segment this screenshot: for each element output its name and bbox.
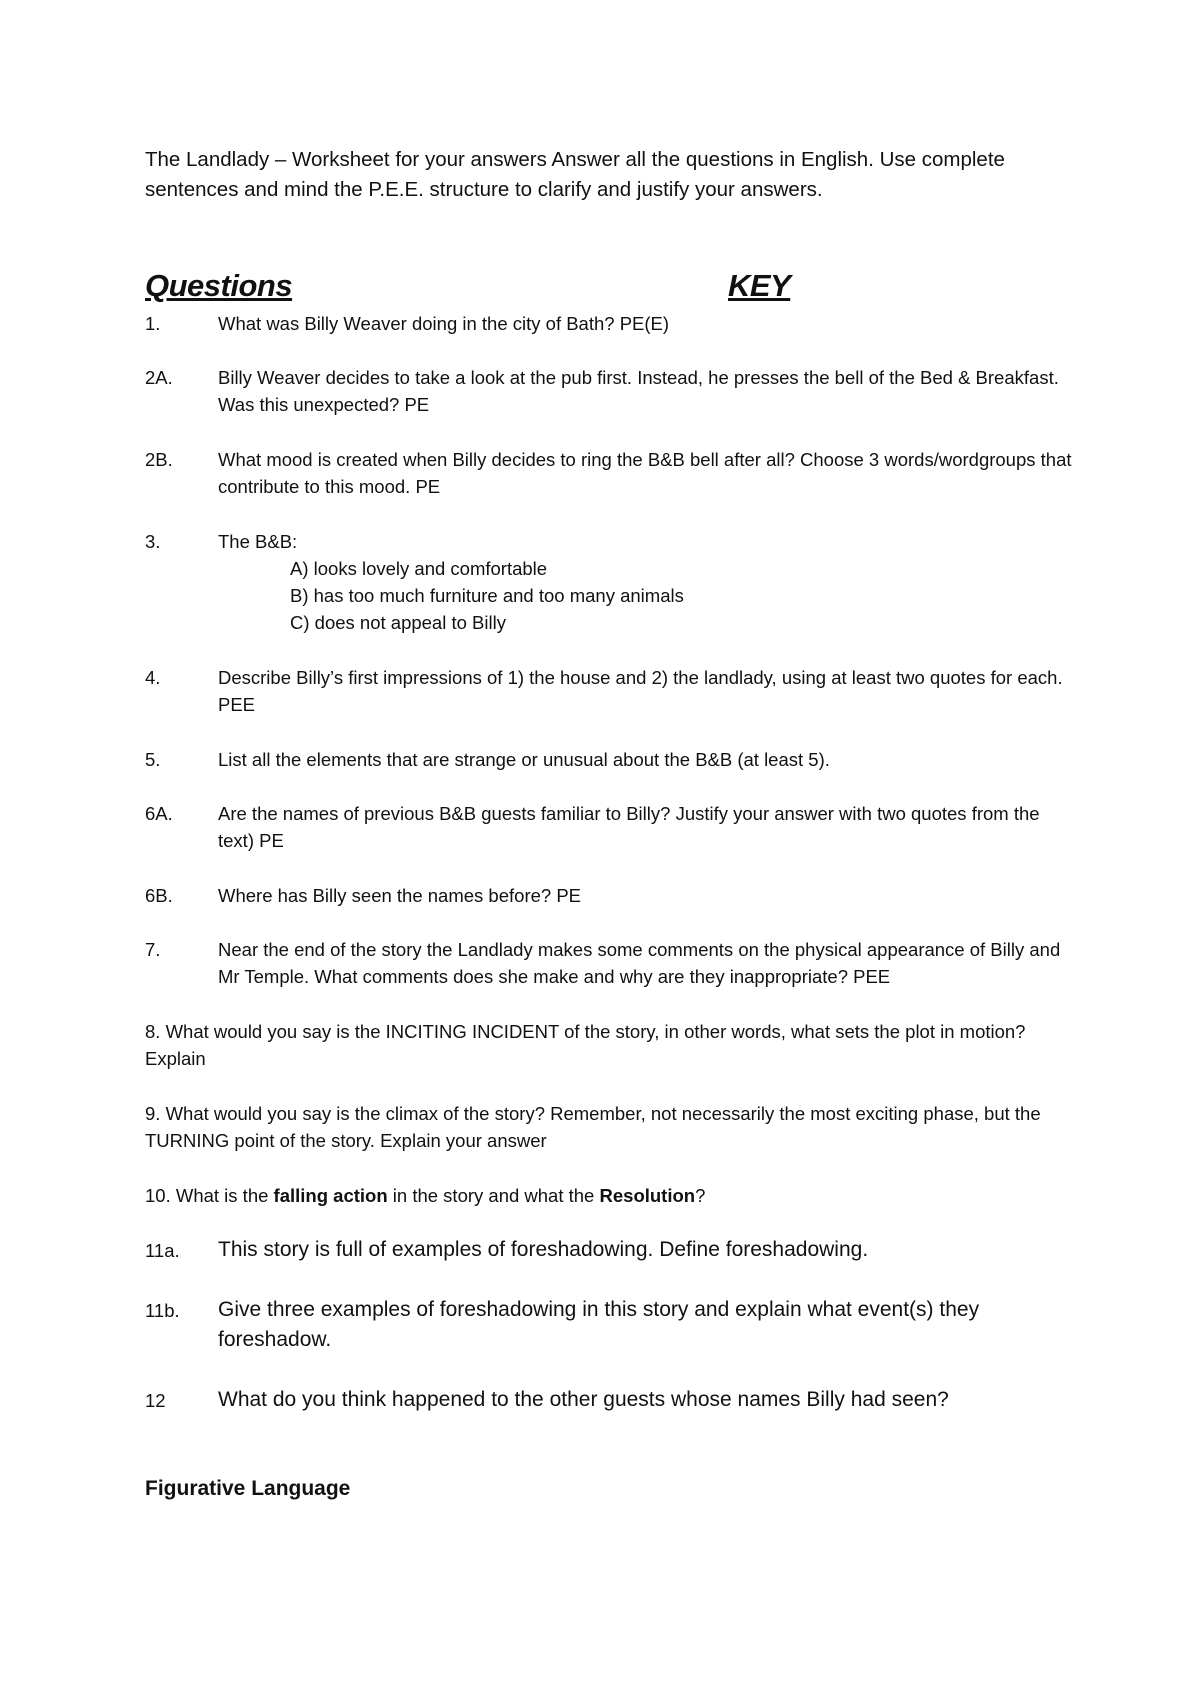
question-number: 6A. xyxy=(145,803,173,824)
question-7 xyxy=(145,936,1075,990)
question-12 xyxy=(145,1385,1075,1415)
question-text: Are the names of previous B&B guests familiar to Billy? Justify your answer with two quotes from the text) PE xyxy=(218,803,1040,851)
question-10 xyxy=(145,1182,1075,1209)
question-6b xyxy=(145,882,1075,909)
question-number: 2B. xyxy=(145,449,173,470)
question-2a xyxy=(145,364,1075,418)
question-5 xyxy=(145,746,1075,773)
question-text: Give three examples of foreshadowing in this story and explain what event(s) they foreshadow. xyxy=(218,1298,980,1351)
question-number: 2A. xyxy=(145,367,173,388)
question-number: 4. xyxy=(145,667,161,688)
q10-middle: in the story and what the xyxy=(387,1185,600,1206)
answer-options xyxy=(290,555,1075,636)
q10-falling-action: falling action xyxy=(273,1185,388,1206)
question-6a xyxy=(145,800,1075,854)
question-number: 6B. xyxy=(145,885,173,906)
questions-heading: Questions xyxy=(145,268,293,303)
question-9: 9. What would you say is the climax of the story? Remember, not necessarily the most exciting phase, but the TURNING point of the story. Explain your answer xyxy=(145,1103,1041,1151)
question-11b xyxy=(145,1295,1075,1355)
question-text: The B&B: xyxy=(218,531,298,552)
question-1 xyxy=(145,310,1075,337)
figurative-language-heading: Figurative Language xyxy=(145,1477,351,1500)
question-text: Billy Weaver decides to take a look at the pub first. Instead, he presses the bell of the Bed & Breakfast. Was this unexpected? PE xyxy=(218,367,1059,415)
q10-suffix: ? xyxy=(695,1185,706,1206)
intro-text: The Landlady – Worksheet for your answers Answer all the questions in English. Use complete sentences and mind the P.E.E. structure to clarify and justify your answers. xyxy=(145,148,1005,201)
question-number: 7. xyxy=(145,939,161,960)
question-number: 1. xyxy=(145,313,161,334)
question-text: Near the end of the story the Landlady makes some comments on the physical appearance of Billy and Mr Temple. What comments does she make and why are they inappropriate? PEE xyxy=(218,939,1061,987)
question-number: 3. xyxy=(145,531,161,552)
question-8: 8. What would you say is the INCITING INCIDENT of the story, in other words, what sets the plot in motion? Explain xyxy=(145,1021,1026,1069)
question-number: 11a. xyxy=(145,1240,180,1261)
question-text: Describe Billy’s first impressions of 1) the house and 2) the landlady, using at least two quotes for each. PEE xyxy=(218,667,1063,715)
question-11a xyxy=(145,1235,1075,1265)
key-heading: KEY xyxy=(728,268,791,303)
question-number: 12 xyxy=(145,1390,166,1411)
option-c: C) does not appeal to Billy xyxy=(290,612,506,633)
question-4 xyxy=(145,664,1075,718)
question-2b xyxy=(145,446,1075,500)
option-b: B) has too much furniture and too many animals xyxy=(290,585,684,606)
question-text: List all the elements that are strange or unusual about the B&B (at least 5). xyxy=(218,749,830,770)
question-3 xyxy=(145,528,1075,636)
question-number: 11b. xyxy=(145,1300,180,1321)
question-text: Where has Billy seen the names before? PE xyxy=(218,885,581,906)
q10-prefix: 10. What is the xyxy=(145,1185,274,1206)
question-text: What was Billy Weaver doing in the city of Bath? PE(E) xyxy=(218,313,670,334)
question-number: 5. xyxy=(145,749,161,770)
heading-row xyxy=(145,268,945,308)
question-text: This story is full of examples of foreshadowing. Define foreshadowing. xyxy=(218,1238,869,1261)
option-a: A) looks lovely and comfortable xyxy=(290,558,548,579)
q10-resolution: Resolution xyxy=(599,1185,696,1206)
question-text: What do you think happened to the other guests whose names Billy had seen? xyxy=(218,1388,949,1411)
question-text: What mood is created when Billy decides to ring the B&B bell after all? Choose 3 words/wordgroups that contribute to this mood. PE xyxy=(218,449,1072,497)
